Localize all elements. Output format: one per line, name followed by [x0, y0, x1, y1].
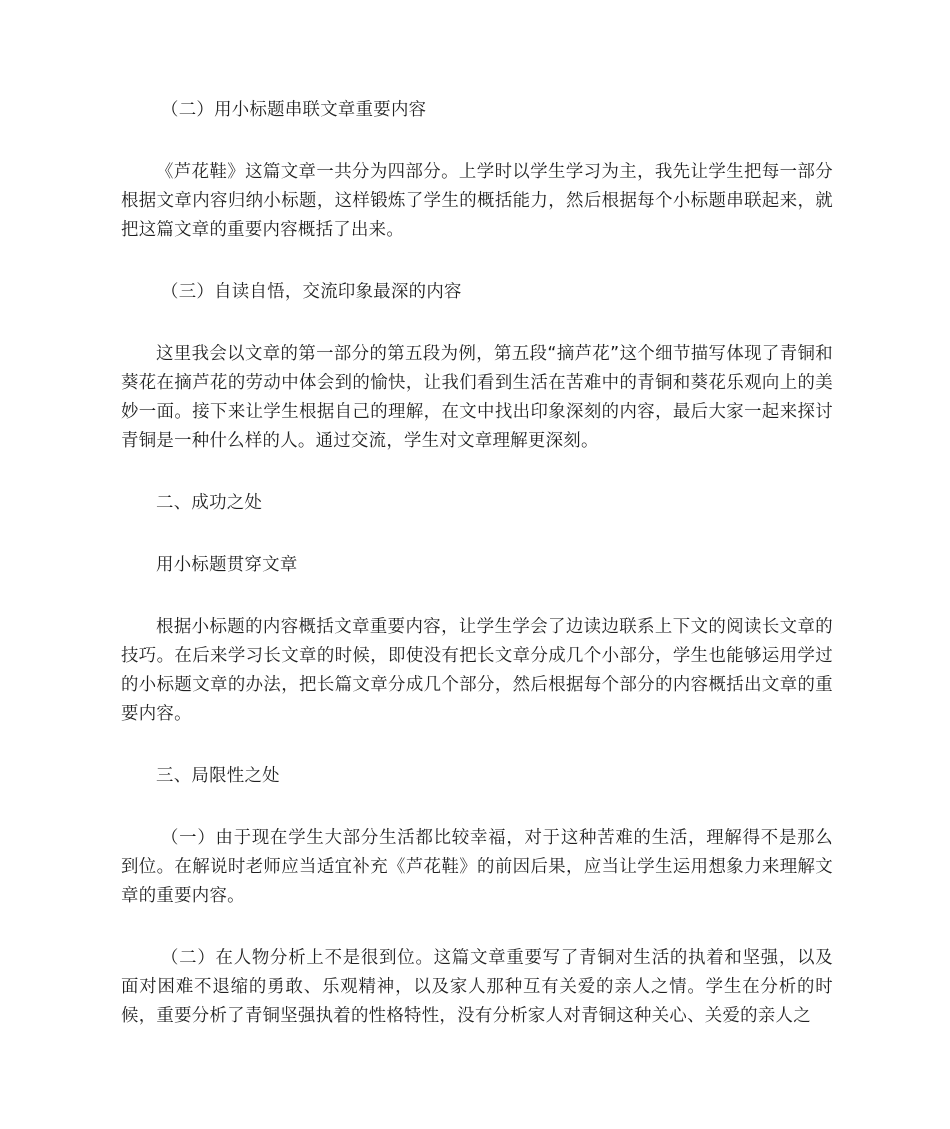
section-heading: （三）自读自悟，交流印象最深的内容 — [161, 282, 462, 302]
paragraph: 《芦花鞋》这篇文章一共分为四部分。上学时以学生学习为主，我先让学生把每一部分根据文章内容归纳小标题，这样锻炼了学生的概括能力，然后根据每个小标题串联起来，就把这篇文章的重要内容概括了出来。 — [121, 162, 833, 240]
paragraph: 这里我会以文章的第一部分的第五段为例，第五段“摘芦花”这个细节描写体现了青铜和葵花在摘芦花的劳动中体会到的愉快，让我们看到生活在苦难中的青铜和葵花乐观向上的美妙一面。接下来让学生根据自己的理解，在文中找出印象深刻的内容，最后大家一起来探讨青铜是一种什么样的人。通过交流，学生对文章理解更深刻。 — [121, 344, 833, 451]
section-heading: 二、成功之处 — [156, 493, 263, 513]
paragraph: 根据小标题的内容概括文章重要内容，让学生学会了边读边联系上下文的阅读长文章的技巧。在后来学习长文章的时候，即使没有把长文章分成几个小部分，学生也能够运用学过的小标题文章的办法，把长篇文章分成几个部分，然后根据每个部分的内容概括出文章的重要内容。 — [121, 617, 833, 724]
paragraph: （一）由于现在学生大部分生活都比较幸福，对于这种苦难的生活，理解得不是那么到位。在解说时老师应当适宜补充《芦花鞋》的前因后果，应当让学生运用想象力来理解文章的重要内容。 — [121, 828, 833, 906]
section-heading: 三、局限性之处 — [156, 766, 280, 786]
section-heading: 用小标题贯穿文章 — [156, 555, 298, 575]
document-body — [121, 96, 833, 1064]
paragraph: （二）在人物分析上不是很到位。这篇文章重要写了青铜对生活的执着和坚强，以及面对困难不退缩的勇敢、乐观精神，以及家人那种互有关爱的亲人之情。学生在分析的时候，重要分析了青铜坚强执着的性格特性，没有分析家人对青铜这种关心、关爱的亲人之 — [121, 948, 833, 1026]
section-heading: （二）用小标题串联文章重要内容 — [161, 100, 427, 120]
